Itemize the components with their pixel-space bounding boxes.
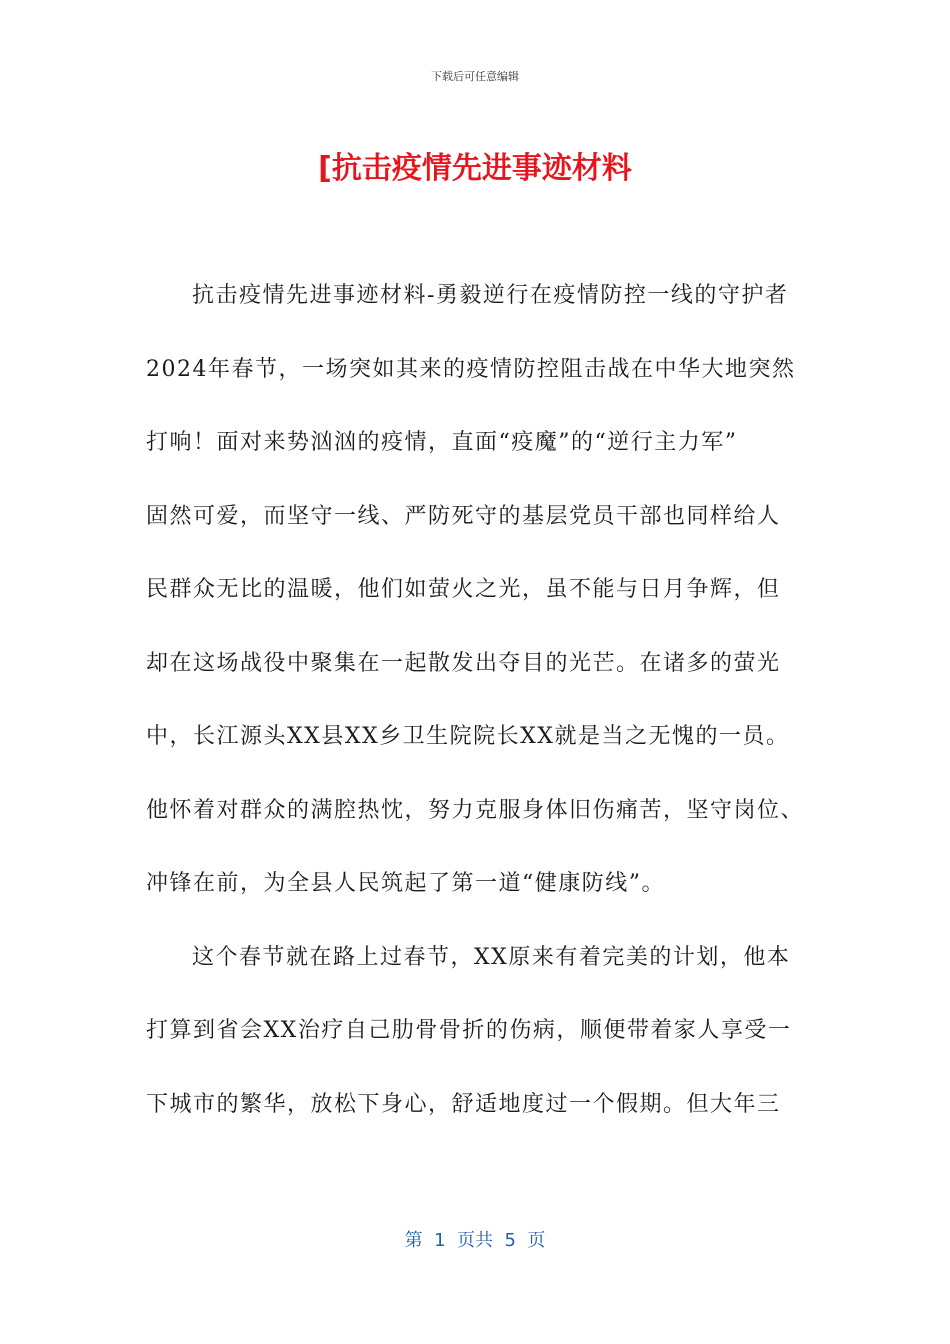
paragraph-line: 打算到省会XX治疗自己肋骨骨折的伤病，顺便带着家人享受一 [146,1018,792,1043]
paragraph-line: 打响！面对来势汹汹的疫情，直面“疫魔”的“逆行主力军” [146,430,738,455]
paragraph-line: 民群众无比的温暖，他们如萤火之光，虽不能与日月争辉，但 [146,577,781,602]
paragraph-line: 他怀着对群众的满腔热忱，努力克服身体旧伤痛苦，坚守岗位、 [146,797,805,823]
paragraph-line: 2024年春节，一场突如其来的疫情防控阻击战在中华大地突然 [146,356,796,382]
page-number-footer: 第 1 页共 5 页 [404,1230,546,1251]
paragraph-line: 却在这场战役中聚集在一起散发出夺目的光芒。在诸多的萤光 [146,650,781,676]
header-note: 下载后可任意编辑 [431,70,519,83]
paragraph-line: 抗击疫情先进事迹材料-勇毅逆行在疫情防控一线的守护者 [192,283,789,308]
paragraph-line: 冲锋在前，为全县人民筑起了第一道“健康防线”。 [146,871,665,896]
paragraph-line: 下城市的繁华，放松下身心，舒适地度过一个假期。但大年三 [146,1091,781,1117]
paragraph-line: 固然可爱，而坚守一线、严防死守的基层党员干部也同样给人 [146,503,781,529]
document-body [146,271,810,1153]
paragraph-line: 这个春节就在路上过春节，XX原来有着完美的计划，他本 [192,944,791,970]
document-title: [抗击疫情先进事迹材料 [318,151,632,186]
paragraph-line: 中，长江源头XX县XX乡卫生院院长XX就是当之无愧的一员。 [146,724,790,749]
